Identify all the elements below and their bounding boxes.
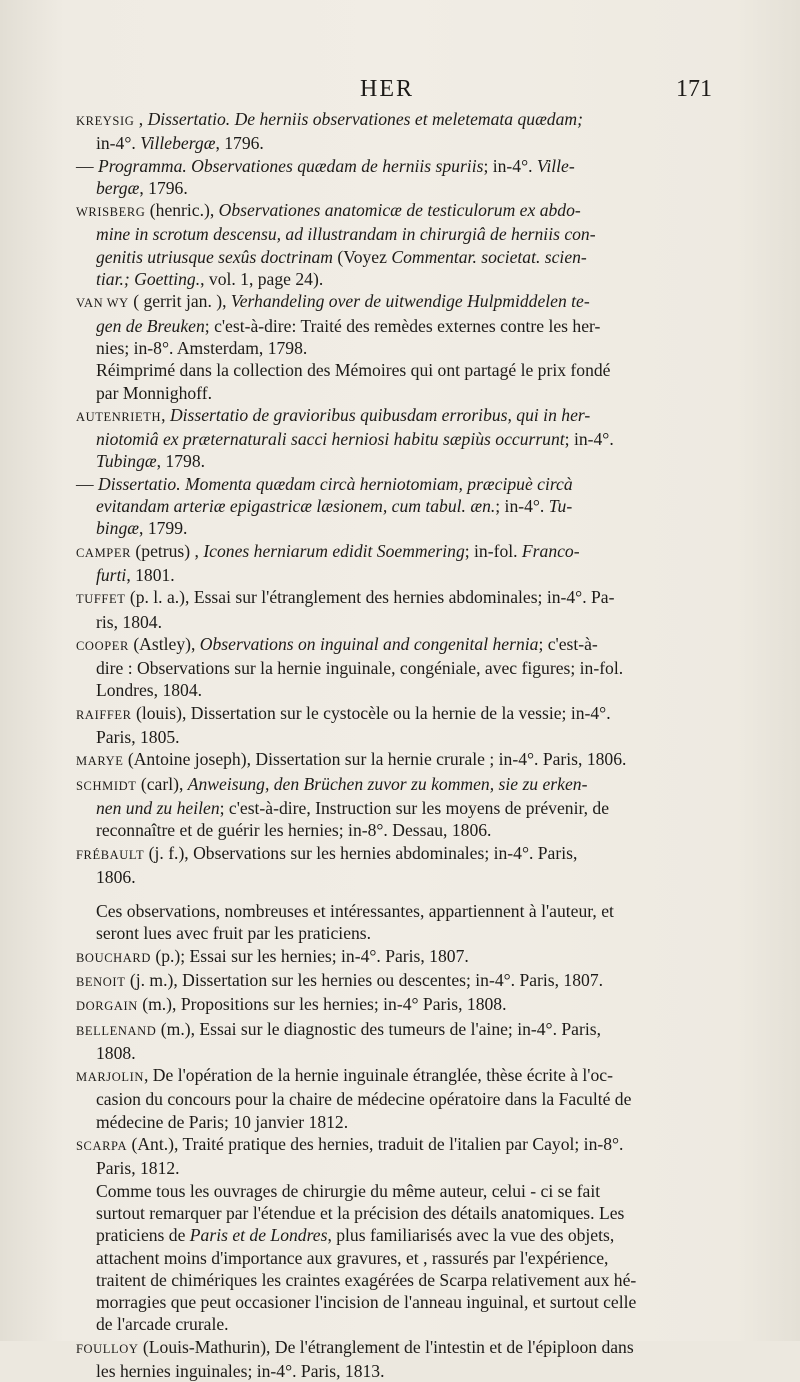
text-run: (louis), Dissertation sur le cystocèle ou la hernie de la vessie; in-4°. (131, 702, 611, 723)
author-name: FOULLOY (76, 1341, 139, 1356)
text-line-vanwy-3 (76, 337, 712, 359)
text-run: (p.); Essai sur les hernies; in-4°. Paris, 1807. (150, 945, 469, 966)
text-line-frebault-1 (76, 842, 712, 866)
author-name: SCARPA (76, 1139, 128, 1154)
text-line-vanwy-1 (76, 290, 712, 314)
text-line-autenrieth-4 (76, 473, 712, 495)
text-run: ris, 1804. (96, 611, 162, 632)
text-line-camper-1 (76, 540, 712, 564)
text-line-spacer-1 (76, 888, 712, 900)
text-line-marjolin-2 (76, 1088, 712, 1110)
text-line-wrisberg-3 (76, 246, 712, 268)
text-line-camper-2 (76, 564, 712, 586)
text-line-schmidt-3 (76, 819, 712, 841)
text-run: seront lues avec fruit par les praticiens. (96, 923, 372, 944)
text-line-vanwy-note-1 (76, 359, 712, 381)
text-line-kreysig-2 (76, 132, 712, 154)
text-run: — (76, 473, 98, 494)
text-run: Réimprimé dans la collection des Mémoires qui ont partagé le prix fondé (96, 360, 611, 381)
text-line-frebault-2 (76, 866, 712, 888)
text-run: , 1796. (139, 177, 188, 198)
work-title: bingæ (96, 518, 140, 539)
text-run: , 1798. (156, 451, 206, 472)
text-line-autenrieth-2 (76, 428, 712, 450)
author-name: CAMPER (76, 545, 132, 560)
work-title: Observations on inguinal and congenital hernia (199, 633, 539, 654)
text-run: , vol. 1, page 24). (200, 269, 324, 290)
text-line-scarpa-2 (76, 1157, 712, 1179)
text-run: (Ant.), Traité pratique des hernies, traduit de l'italien par Cayol; in-8°. (127, 1134, 624, 1155)
text-line-autenrieth-6 (76, 517, 712, 539)
work-title: Observationes anatomicæ de testiculorum ex abdo- (218, 200, 581, 221)
text-run: 1806. (96, 866, 136, 887)
text-run: Ces observations, nombreuses et intéressantes, appartiennent à l'auteur, et (96, 901, 614, 922)
author-name: DORGAIN (76, 999, 138, 1014)
author-name: SCHMIDT (76, 778, 137, 793)
text-run: (carl), (136, 773, 188, 794)
text-run: in-4°. (96, 133, 141, 154)
text-run: ; in-4°. (564, 429, 614, 450)
text-line-marjolin-3 (76, 1111, 712, 1133)
text-run: surtout remarquer par l'étendue et la précision des détails anatomiques. Les (96, 1202, 625, 1223)
page-number: 171 (676, 76, 712, 102)
work-title: Paris et de Londres (189, 1225, 328, 1246)
text-run: (Voyez (333, 246, 392, 267)
text-run: praticiens de (96, 1225, 190, 1246)
text-line-tuffet-2 (76, 611, 712, 633)
text-run: traitent de chimériques les craintes exagérées de Scarpa relativement aux hé- (96, 1269, 637, 1290)
text-run: casion du concours pour la chaire de médecine opératoire dans la Faculté de (96, 1089, 632, 1110)
text-run: attachent moins d'importance aux gravures, et , rassurés par l'expérience, (96, 1247, 609, 1268)
text-run: reconnaître et de guérir les hernies; in-8°. Dessau, 1806. (96, 820, 492, 841)
work-title: furti (96, 564, 127, 585)
work-title: Villebergæ (140, 133, 216, 154)
text-run: , 1801. (126, 564, 175, 585)
work-title: Icones herniarum edidit Soemmering (203, 540, 465, 561)
work-title: gen de Breuken (96, 315, 205, 336)
text-line-benoit-1 (76, 969, 712, 993)
text-run: ; c'est-à-dire, Instruction sur les moyens de prévenir, de (219, 797, 610, 818)
author-name: AUTENRIETH (76, 409, 162, 424)
text-run: dire : Observations sur la hernie inguinale, congéniale, avec figures; in-fol. (96, 658, 624, 679)
work-title: Tubingæ (96, 451, 157, 472)
work-title: genitis utriusque sexûs doctrinam (96, 246, 334, 267)
text-line-scarpa-note-1 (76, 1180, 712, 1202)
text-run: ; in-4°. (483, 155, 537, 176)
work-title: Ville- (536, 155, 575, 176)
author-name: TUFFET (76, 592, 126, 607)
text-run: (m.), Propositions sur les hernies; in-4° Paris, 1808. (137, 994, 507, 1015)
text-line-autenrieth-3 (76, 450, 712, 472)
author-name: WRISBERG (76, 205, 146, 220)
text-run: (m.), Essai sur le diagnostic des tumeurs de l'aine; in-4°. Paris, (156, 1018, 601, 1039)
text-line-scarpa-note-4 (76, 1247, 712, 1269)
text-line-foulloy-1 (76, 1336, 712, 1360)
work-title: Commentar. societat. scien- (391, 246, 587, 267)
text-run: Comme tous les ouvrages de chirurgie du même auteur, celui - ci se fait (96, 1180, 601, 1201)
text-line-frebault-note-1 (76, 900, 712, 922)
author-name: FRÉBAULT (76, 847, 145, 862)
text-line-scarpa-note-6 (76, 1291, 712, 1313)
page-header (0, 76, 800, 106)
text-run: Paris, 1812. (96, 1158, 180, 1179)
text-run: ( gerrit jan. ), (128, 291, 231, 312)
text-run: Paris, 1805. (96, 727, 180, 748)
text-line-wrisberg-4 (76, 268, 712, 290)
work-title: mine in scrotum descensu, ad illustrandam in chirurgiâ de herniis con- (96, 224, 596, 245)
text-run: (j. f.), Observations sur les hernies abdominales; in-4°. Paris, (144, 842, 578, 863)
text-run: , De l'opération de la hernie inguinale étranglée, thèse écrite à l'oc- (144, 1065, 613, 1086)
text-run: ; c'est-à-dire: Traité des remèdes externes contre les her- (204, 315, 601, 336)
text-line-cooper-2 (76, 657, 712, 679)
text-line-bouchard-1 (76, 945, 712, 969)
text-line-frebault-note-2 (76, 922, 712, 944)
text-line-vanwy-note-2 (76, 382, 712, 404)
work-title: bergæ (96, 177, 140, 198)
text-run: , 1796. (215, 133, 264, 154)
author-name: COOPER (76, 638, 129, 653)
text-run: Londres, 1804. (96, 680, 203, 701)
text-run: (Antoine joseph), Dissertation sur la hernie crurale ; in-4°. Paris, 1806. (123, 749, 627, 770)
text-run: , plus familiarisés avec la vue des objets, (327, 1225, 615, 1246)
text-line-kreysig-4 (76, 177, 712, 199)
text-line-marye-1 (76, 748, 712, 772)
text-run: nies; in-8°. Amsterdam, 1798. (96, 337, 308, 358)
text-line-schmidt-1 (76, 773, 712, 797)
text-run: ; c'est-à- (538, 633, 598, 654)
author-name: RAIFFER (76, 707, 132, 722)
text-run: de l'arcade crurale. (96, 1314, 229, 1335)
text-line-kreysig-1 (76, 108, 712, 132)
text-line-wrisberg-1 (76, 199, 712, 223)
work-title: Dissertatio. De herniis observationes et meletemata quædam; (147, 109, 583, 129)
text-run: 1808. (96, 1042, 136, 1063)
text-line-foulloy-2 (76, 1360, 712, 1382)
text-line-kreysig-3 (76, 155, 712, 177)
work-title: Franco- (521, 540, 580, 561)
text-run: (henric.), (145, 200, 219, 221)
text-line-schmidt-2 (76, 797, 712, 819)
text-run: — (76, 155, 98, 176)
text-line-raiffer-1 (76, 702, 712, 726)
text-run: ; in-4°. (495, 496, 549, 517)
text-run: morragies que peut occasioner l'incision de l'anneau inguinal, et surtout celle (96, 1292, 637, 1313)
author-name: BOUCHARD (76, 950, 151, 965)
text-line-cooper-1 (76, 633, 712, 657)
work-title: Programma. Observationes quædam de herniis spuriis (98, 155, 484, 176)
text-run: (p. l. a.), Essai sur l'étranglement des hernies abdominales; in-4°. Pa- (125, 587, 615, 608)
text-line-scarpa-note-2 (76, 1202, 712, 1224)
work-title: Verhandeling over de uitwendige Hulpmiddelen te- (230, 291, 590, 312)
running-head: HER (360, 76, 414, 102)
text-line-scarpa-note-3 (76, 1224, 712, 1246)
text-run: (Astley), (128, 633, 200, 654)
author-name: BENOIT (76, 974, 126, 989)
work-title: Tu- (548, 496, 573, 517)
author-name: KREYSIG (76, 114, 135, 128)
work-title: niotomiâ ex præternaturali sacci herniosi habitu sæpiùs occurrunt (96, 429, 565, 450)
work-title: nen und zu heilen (96, 797, 220, 818)
text-line-bellenand-2 (76, 1042, 712, 1064)
bibliography-text (76, 108, 712, 1382)
text-line-autenrieth-1 (76, 404, 712, 428)
text-line-bellenand-1 (76, 1018, 712, 1042)
work-title: evitandam arteriæ epigastricæ læsionem, cum tabul. æn. (96, 496, 496, 517)
text-line-scarpa-1 (76, 1133, 712, 1157)
text-run: (petrus) , (131, 540, 204, 561)
text-line-scarpa-note-5 (76, 1269, 712, 1291)
work-title: tiar.; Goetting. (96, 269, 201, 290)
work-title: Anweisung, den Brüchen zuvor zu kommen, sie zu erken- (187, 773, 588, 794)
text-line-tuffet-1 (76, 586, 712, 610)
text-line-cooper-3 (76, 679, 712, 701)
author-name: VAN WY (76, 296, 129, 311)
text-run: (j. m.), Dissertation sur les hernies ou descentes; in-4°. Paris, 1807. (125, 969, 604, 990)
text-run: ; in-fol. (464, 540, 522, 561)
text-run: , (134, 109, 148, 129)
author-name: MARYE (76, 754, 124, 769)
text-line-wrisberg-2 (76, 223, 712, 245)
text-line-vanwy-2 (76, 315, 712, 337)
work-title: Dissertatio de gravioribus quibusdam erroribus, qui in her- (169, 404, 591, 425)
text-run: , 1799. (139, 518, 188, 539)
work-title: Dissertatio. Momenta quædam circà herniotomiam, præcipuè circà (98, 473, 573, 494)
text-run: , (161, 404, 170, 425)
text-line-raiffer-2 (76, 726, 712, 748)
text-run: par Monnighoff. (96, 382, 212, 403)
text-run: (Louis-Mathurin), De l'étranglement de l'intestin et de l'épiploon dans (138, 1336, 634, 1357)
text-run: les hernies inguinales; in-4°. Paris, 1813. (96, 1361, 385, 1382)
text-line-scarpa-note-7 (76, 1313, 712, 1335)
text-run: médecine de Paris; 10 janvier 1812. (96, 1111, 349, 1132)
author-name: BELLENAND (76, 1023, 157, 1038)
author-name: MARJOLIN (76, 1070, 144, 1085)
text-line-dorgain-1 (76, 993, 712, 1017)
text-line-autenrieth-5 (76, 495, 712, 517)
text-line-marjolin-1 (76, 1064, 712, 1088)
